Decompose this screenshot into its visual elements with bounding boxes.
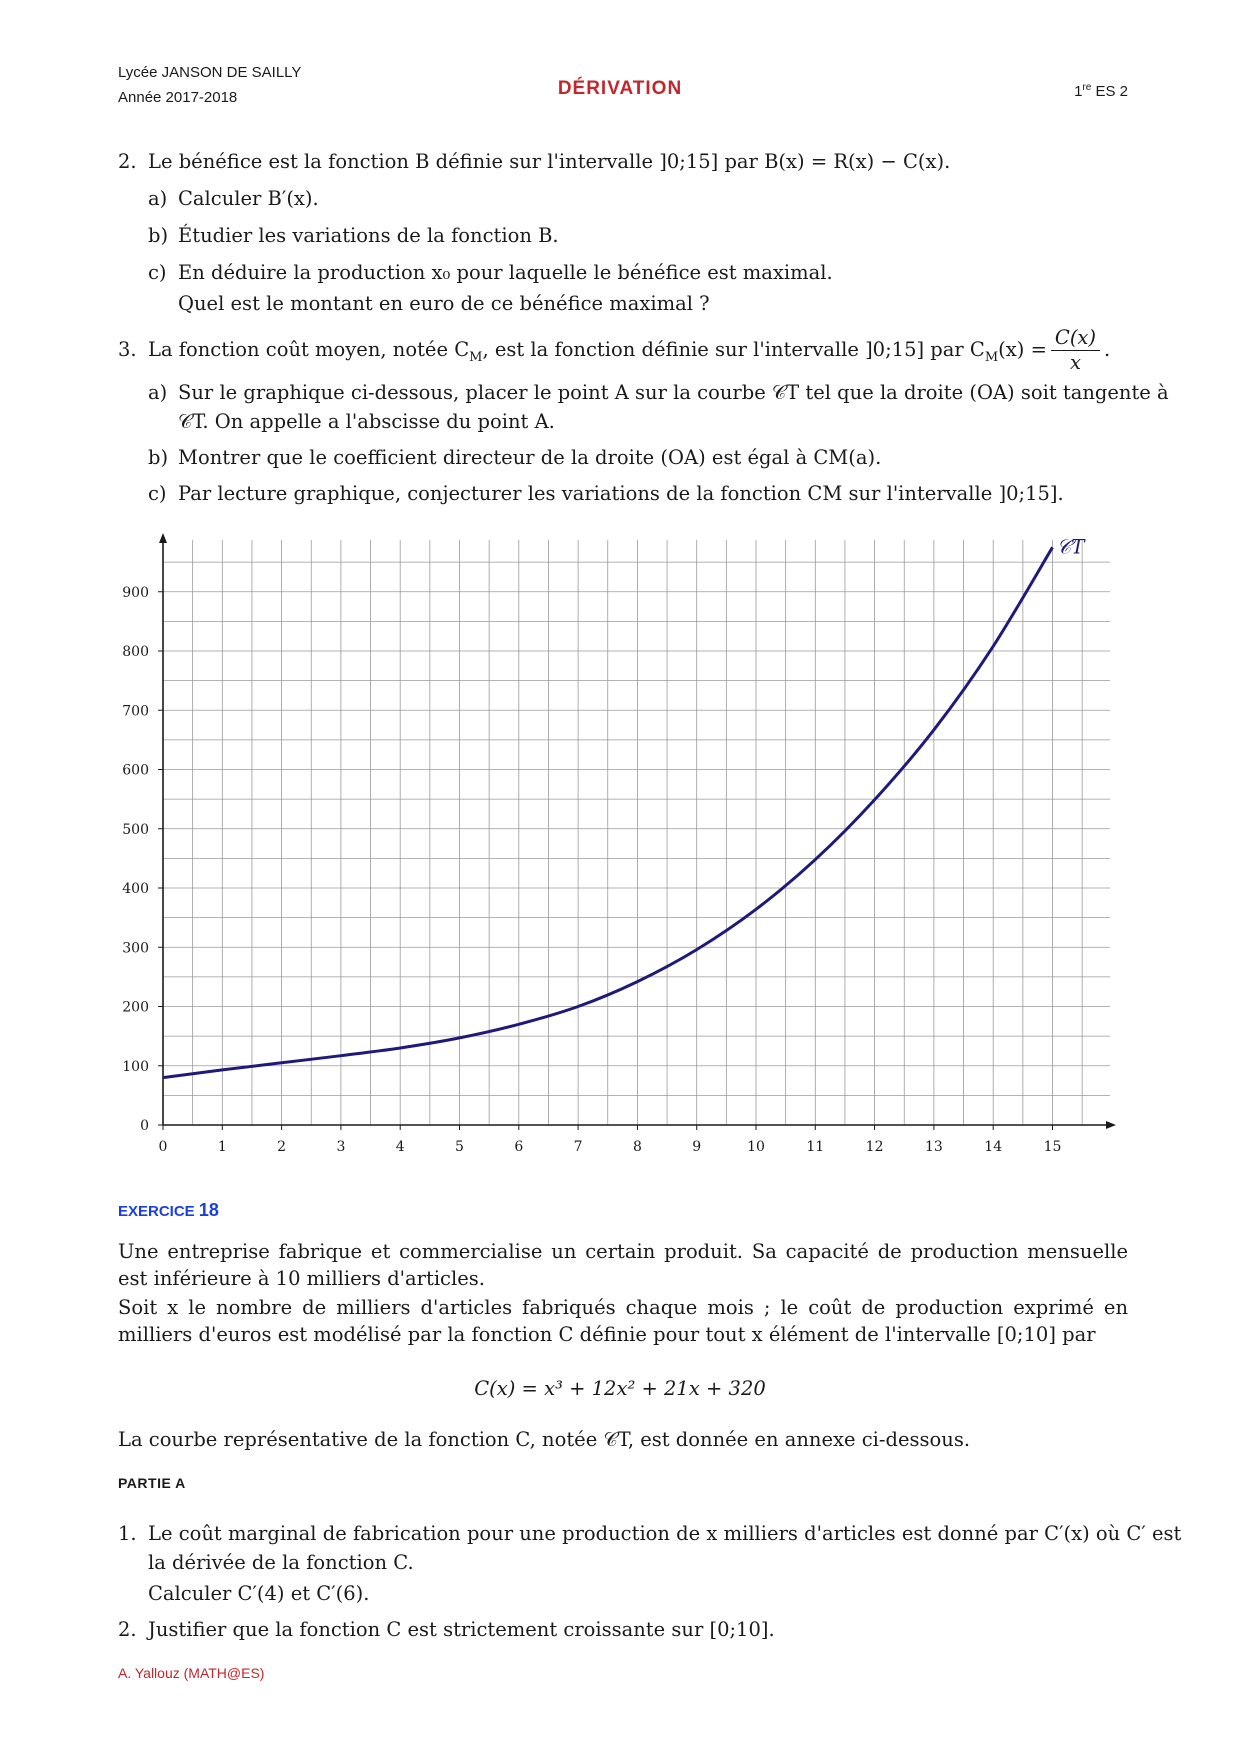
y-tick-label: 800 <box>122 644 149 660</box>
class-label: 1re ES 2 <box>1074 82 1128 100</box>
x-tick-label: 11 <box>806 1139 825 1155</box>
ex18-q1-number: 1. <box>118 1522 137 1545</box>
ex18-q1-line3: Calculer C′(4) et C′(6). <box>148 1582 370 1605</box>
x-axis-arrow <box>1106 1121 1116 1129</box>
cost-formula: C(x) = x³ + 12x² + 21x + 320 <box>474 1377 766 1400</box>
y-tick-label: 200 <box>122 999 149 1016</box>
cost-curve <box>163 547 1053 1077</box>
q3c-label: c) <box>148 482 167 505</box>
school-name: Lycée JANSON DE SAILLY <box>118 64 302 81</box>
q2-number: 2. <box>118 150 137 173</box>
page-title: DÉRIVATION <box>557 78 683 99</box>
x-tick-label: 4 <box>395 1139 405 1155</box>
ex18-paragraph-2: Soit x le nombre de milliers d'articles fabriqués chaque mois ; le coût de production exprimé en milliers d'euros est modélisé par la fonction C définie pour tout x élément de l'intervalle [0;10] par <box>118 1296 1128 1346</box>
x-tick-label: 9 <box>692 1139 702 1155</box>
ex18-q1-line1: Le coût marginal de fabrication pour une production de x milliers d'articles est donné par C′(x) où C′ est <box>148 1522 1182 1545</box>
y-tick-label: 700 <box>122 703 149 720</box>
x-tick-label: 13 <box>924 1139 943 1155</box>
x-tick-label: 10 <box>747 1139 765 1155</box>
ex18-q2-number: 2. <box>118 1618 137 1641</box>
chart-tick-labels <box>122 585 1061 1155</box>
y-tick-label: 900 <box>122 584 149 601</box>
q2b-label: b) <box>148 224 169 247</box>
x-tick-label: 14 <box>984 1139 1003 1155</box>
y-tick-label: 600 <box>122 762 149 779</box>
q2c-text2: Quel est le montant en euro de ce bénéfice maximal ? <box>178 292 710 315</box>
x-tick-label: 15 <box>1043 1139 1062 1155</box>
x-tick-label: 7 <box>573 1139 583 1155</box>
q3c-text: Par lecture graphique, conjecturer les variations de la fonction CM sur l'intervalle ]0;15]. <box>178 482 1064 505</box>
q2b-text: Étudier les variations de la fonction B. <box>178 224 559 247</box>
q3-intro: La fonction coût moyen, notée $C_M$, est la fonction définie sur l'intervalle ]0;15] par $C_M(x)$ = $\frac{C(x)}{x}$ . <box>148 326 1111 374</box>
q2c-text: En déduire la production x₀ pour laquelle le bénéfice est maximal. <box>178 261 833 284</box>
x-tick-label: 0 <box>158 1139 168 1155</box>
y-axis-arrow <box>159 533 167 543</box>
ex18-q2-text: Justifier que la fonction C est strictement croissante sur [0;10]. <box>148 1618 775 1641</box>
exercise-heading: EXERCICE 18 <box>118 1200 219 1220</box>
x-tick-label: 3 <box>336 1139 346 1155</box>
chart-axes <box>159 533 1116 1129</box>
fraction: $\frac{C(x)}{x}$ <box>1051 326 1100 375</box>
q3a-label: a) <box>148 381 168 404</box>
x-tick-label: 6 <box>514 1139 524 1155</box>
q2-intro: Le bénéfice est la fonction B définie sur l'intervalle ]0;15] par B(x) = R(x) − C(x). <box>148 150 951 173</box>
q3-number: 3. <box>118 338 137 361</box>
x-tick-label: 5 <box>455 1139 464 1155</box>
y-tick-label: 400 <box>122 881 149 897</box>
x-tick-label: 8 <box>632 1139 642 1155</box>
x-tick-label: 2 <box>277 1139 287 1155</box>
y-tick-label: 0 <box>140 1118 149 1134</box>
chart-grid <box>163 540 1110 1125</box>
x-tick-label: 12 <box>865 1139 884 1155</box>
q3a-text1: Sur le graphique ci-dessous, placer le point A sur la courbe 𝒞T tel que la droite (OA) soit tangente à <box>178 381 1169 404</box>
q2a-label: a) <box>148 187 168 210</box>
partie-a-heading: PARTIE A <box>118 1475 186 1491</box>
chart-curve-group <box>163 534 1086 1077</box>
q2c-label: c) <box>148 261 167 284</box>
y-tick-label: 500 <box>122 821 149 838</box>
y-tick-label: 100 <box>122 1058 149 1075</box>
x-tick-label: 1 <box>217 1139 227 1155</box>
q3a-text2: 𝒞T. On appelle a l'abscisse du point A. <box>178 410 555 433</box>
footer-author: A. Yallouz (MATH@ES) <box>118 1665 265 1681</box>
school-year: Année 2017-2018 <box>118 89 238 106</box>
y-tick-label: 300 <box>122 940 149 957</box>
ex18-paragraph-1: Une entreprise fabrique et commercialise un certain produit. Sa capacité de production mensuelle est inférieure à 10 milliers d'articles. <box>118 1240 1128 1290</box>
q2a-text: Calculer B′(x). <box>178 187 319 210</box>
q3b-label: b) <box>148 446 169 469</box>
q3b-text: Montrer que le coefficient directeur de la droite (OA) est égal à CM(a). <box>178 446 882 469</box>
ex18-paragraph-3: La courbe représentative de la fonction C, notée 𝒞T, est donnée en annexe ci-dessous. <box>118 1428 971 1451</box>
curve-label: 𝒞T <box>1056 534 1085 559</box>
ex18-q1-line2: la dérivée de la fonction C. <box>148 1551 414 1574</box>
